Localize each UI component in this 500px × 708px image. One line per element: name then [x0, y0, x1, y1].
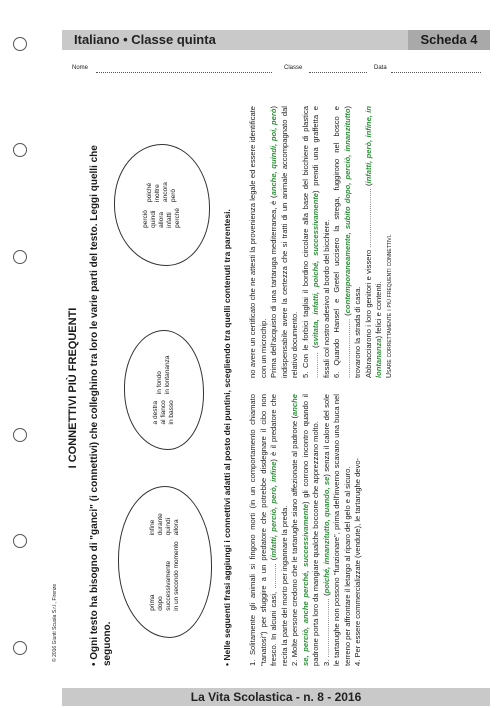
page-footer — [62, 688, 490, 706]
exercise-item: 6. Quando Hansel e Gretel uccisero la strega, fuggirono nel bosco e ............................ (contemporaneamente, subito dopo, perciò, innanzitutto) trovarono la strada di casa. — [332, 106, 362, 378]
cloud-column: a destra al fianco in basso — [152, 400, 175, 425]
exercise-columns — [248, 106, 395, 666]
nome-line[interactable] — [96, 72, 272, 73]
intro-text: • Ogni testo ha bisogno di "ganci" (i connettivi) che colleghino tra loro le varie parti del testo. Leggi quelli che seguono. — [89, 145, 113, 666]
cloud-column: perciò quindi allora infatti perché — [142, 208, 181, 228]
exercise-item: Prima dell'acquisto di una tartaruga mediterranea, è (anche, quindi, poi, però) indispensabile avere la certezza che si tratti di un animale accompagnato dal relativo documento. — [269, 106, 299, 378]
exercise-instruction: • Nelle seguenti frasi aggiungi i connettivi adatti al posto dei puntini, scegliendo tra quelli contenuti tra parentesi. — [222, 209, 232, 666]
exercise-item: Abbracciarono i loro genitori e vissero ............................ (infatti, però, infine, in lontananza) felici e contenti. — [363, 106, 383, 378]
punch-hole — [13, 534, 27, 548]
exercise-column-right — [248, 106, 395, 378]
exercise-item: 4. Per essere commercializzate (vendute), le tartarughe devo- — [353, 457, 362, 666]
punch-hole — [13, 250, 27, 264]
connectives-cloud-space — [124, 330, 204, 450]
worksheet-title: I CONNETTIVI PIÙ FREQUENTI — [67, 307, 79, 469]
exercise-item: 3. ............................ (poiché, innanzitutto, quando, se) senza il calore del sole le tartarughe non possono "funzionare", prima dell'inverno scavano una buca nel terreno per affrontare il letargo al riparo del gelo e al sicuro. — [321, 393, 352, 666]
footer-text: La Vita Scolastica - n. 8 - 2016 — [190, 690, 362, 704]
connectives-cloud-logic — [114, 144, 210, 266]
cloud-column: prima dopo successivamente in un secondo momento — [149, 541, 180, 611]
header-title: Italiano • Classe quinta — [74, 32, 216, 47]
classe-label: Classe — [284, 65, 303, 71]
data-line[interactable] — [391, 72, 481, 73]
cloud-column: poiché inoltre ancora però — [146, 182, 177, 202]
exercise-item: no avere un certificato che ne attesti la provenienza legale ed essere identificate con un microchip. — [248, 106, 268, 378]
classe-line[interactable] — [309, 72, 367, 73]
cloud-column: in fondo in lontananza — [156, 355, 171, 395]
exercise-item: 5. Con le forbici tagliai il bordino circolare alla base del bicchiere di plastica ............ (svitata, infatti, poiché, successivamente) prendi una graffetta e fissali col nostro adesivo al bordo del bicchiere. — [300, 106, 331, 378]
scheda-box — [408, 30, 490, 50]
punch-hole — [13, 143, 27, 157]
student-fields — [72, 65, 482, 79]
nome-label: Nome — [72, 65, 89, 71]
exercise-item: 2. Molte persone credono che le tartarughe siano affezionate al padrone (anche se, perciò, anche perché, successivamente) gli corrono incontro quando il padrone porta loro da mangiare qualche boccone che apprezzano molto. — [290, 394, 320, 666]
exercise-item: 1. Solitamente gli animali si fingono morti (in un comportamento chiamato "tanatosi") per sfuggire a un predatore che potrebbe disdegnare il cibo non fresco. In alcuni casi, ............ (infatti, perciò, però, infine) è il predatore che recita la parte del morto per ingannare la preda. — [248, 394, 289, 666]
page-header — [62, 30, 490, 50]
data-label: Data — [374, 65, 387, 71]
punch-hole — [13, 37, 27, 51]
copyright: © 2016 Giunti Scuola S.r.l., Firenze — [52, 583, 58, 662]
punch-hole — [13, 641, 27, 655]
exercise-column-left — [248, 394, 395, 666]
scheda-label: Scheda 4 — [420, 32, 478, 47]
connectives-cloud-time — [118, 486, 212, 638]
cloud-column: infine durante quindi allora — [149, 513, 180, 536]
worksheet-body — [62, 98, 472, 678]
learning-goal: Usare correttamente i più frequenti connettivi. — [385, 234, 393, 378]
punch-hole — [13, 428, 27, 442]
